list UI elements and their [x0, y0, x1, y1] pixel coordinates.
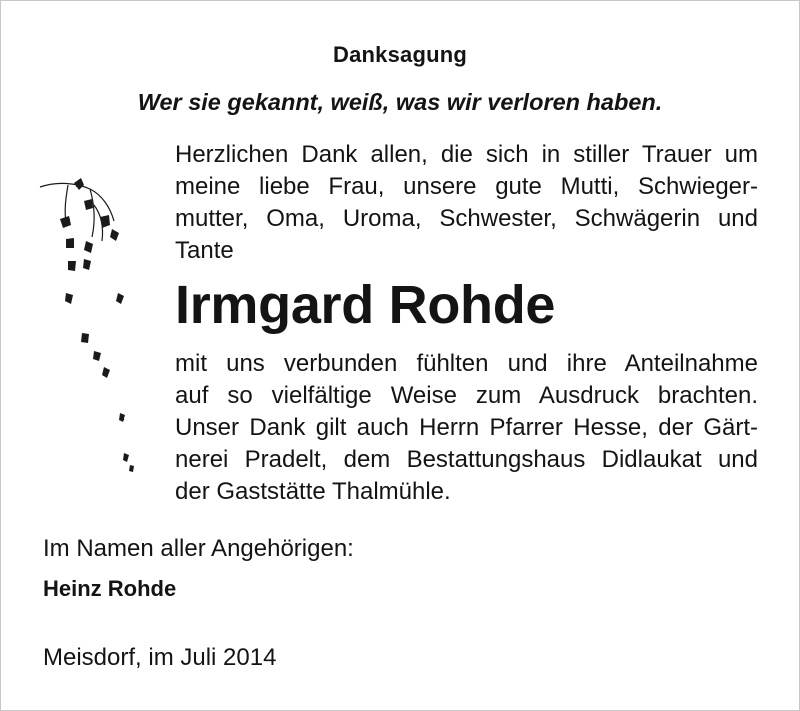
notice-motto: Wer sie gekannt, weiß, was wir verloren haben. [137, 89, 663, 115]
signature-name: Heinz Rohde [43, 576, 177, 601]
body-line: mit uns verbunden fühlten und ihre Anteilnahme [175, 350, 758, 377]
intro-line: meine liebe Frau, unsere gute Mutti, Schwieger- [175, 173, 758, 200]
intro-line: mutter, Oma, Uroma, Schwester, Schwägerin und [175, 205, 758, 232]
body-line: Unser Dank gilt auch Herrn Pfarrer Hesse, der Gärt- [175, 414, 758, 441]
signature-intro: Im Namen aller Angehörigen: [43, 535, 354, 562]
body-line: der Gaststätte Thalmühle. [175, 478, 451, 505]
deceased-name: Irmgard Rohde [175, 275, 556, 335]
body-paragraph [175, 348, 758, 508]
intro-line: Herzlichen Dank allen, die sich in stiller Trauer um [175, 141, 758, 168]
body-line: nerei Pradelt, dem Bestattungshaus Didlaukat und [175, 446, 758, 473]
place-date: Meisdorf, im Juli 2014 [43, 644, 277, 671]
intro-paragraph [175, 139, 758, 267]
falling-leaves-icon [38, 175, 168, 480]
body-line: auf so vielfältige Weise zum Ausdruck brachten. [175, 382, 758, 409]
intro-line: Tante [175, 237, 234, 264]
notice-heading: Danksagung [332, 42, 468, 67]
